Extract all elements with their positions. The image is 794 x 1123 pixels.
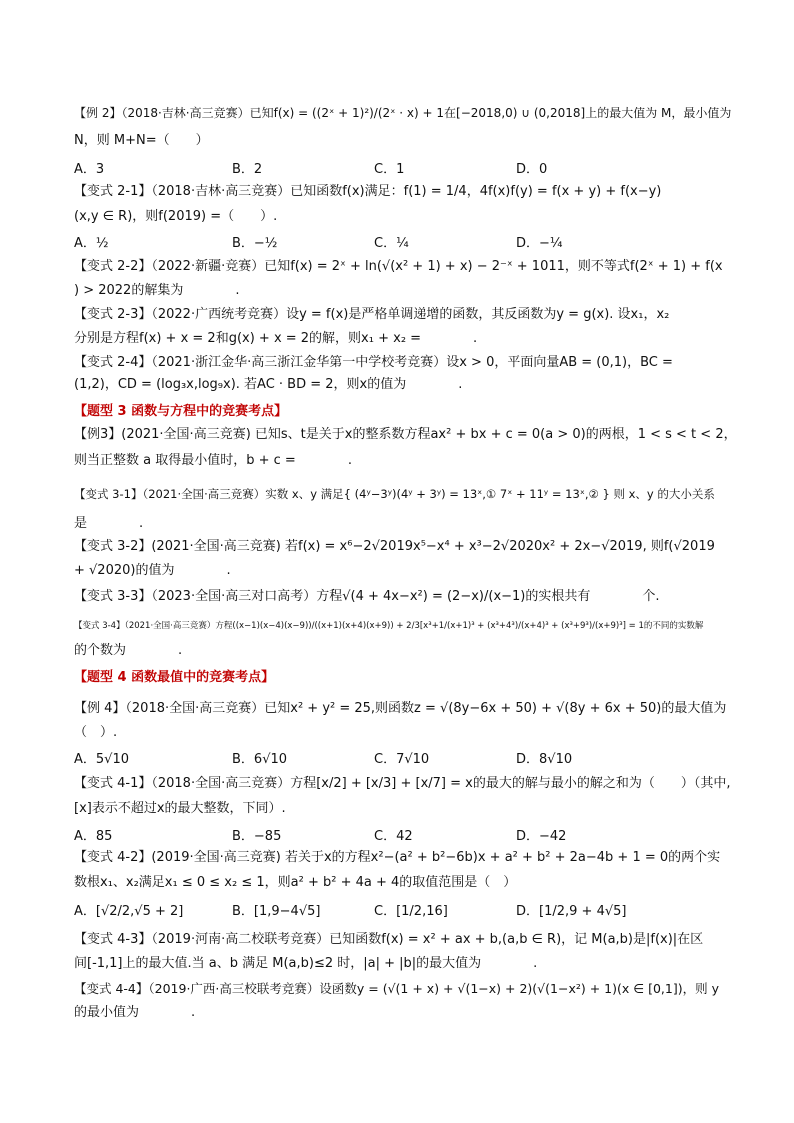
option-b: B．2 xyxy=(232,162,263,177)
option-c: C．¼ xyxy=(374,236,409,251)
variant-2-4-stem-cont: (1,2)，CD = (log₃x,log₉x). 若AC · BD = 2，则x的值为 . xyxy=(74,377,463,392)
variant-2-4-stem: 【变式 2-4】（2021·浙江金华·高三浙江金华第一中学校考竞赛）设x > 0，平面向量AB = (0,1)，BC = xyxy=(74,355,673,370)
option-b: B．−½ xyxy=(232,236,278,251)
example-4-stem: 【例 4】（2018·全国·高三竞赛）已知x² + y² = 25,则函数z = √(8y−6x + 50) + √(8y + 6x + 50)的最大值为 xyxy=(74,701,727,716)
variant-3-3-stem: 【变式 3-3】（2023·全国·高三对口高考）方程√(4 + 4x−x²) = (2−x)/(x−1)的实根共有 个. xyxy=(74,589,660,604)
variant-4-1-options xyxy=(74,825,734,845)
section-heading-4: 【题型 4 函数最值中的竞赛考点】 xyxy=(74,670,275,685)
variant-2-1-options xyxy=(74,232,734,252)
variant-4-3-stem-cont: 间[-1,1]上的最大值.当 a、b 满足 M(a,b)≤2 时，|a| + |b|的最大值为 . xyxy=(74,956,538,971)
option-c: C．1 xyxy=(374,162,405,177)
example-4-stem-cont: （ ）. xyxy=(74,725,118,740)
example-2-stem: 【例 2】（2018·吉林·高三竞赛）已知f(x) = ((2ˣ + 1)²)/(2ˣ · x) + 1在[−2018,0) ∪ (0,2018]上的最大值为 M，最小值为 xyxy=(74,106,732,120)
section-heading-3: 【题型 3 函数与方程中的竞赛考点】 xyxy=(74,404,288,419)
example-3-stem: 【例3】(2021·全国·高三竞赛) 已知s、t是关于x的整系数方程ax² + bx + c = 0(a > 0)的两根，1 < s < t < 2， xyxy=(74,427,737,442)
variant-4-2-stem-cont: 数根x₁、x₂满足x₁ ≤ 0 ≤ x₂ ≤ 1，则a² + b² + 4a + 4的取值范围是（ ） xyxy=(74,875,517,890)
option-b: B．[1,9−4√5] xyxy=(232,904,321,919)
variant-4-1-stem-cont: [x]表示不超过x的最大整数，下同）. xyxy=(74,801,286,816)
option-b: B．6√10 xyxy=(232,752,288,767)
option-d: D．[1/2,9 + 4√5] xyxy=(516,904,627,919)
variant-3-2-stem-cont: + √2020)的值为 . xyxy=(74,563,231,578)
option-d: D．−42 xyxy=(516,829,567,844)
variant-4-2-options xyxy=(74,900,734,920)
variant-3-1-stem-cont: 是 . xyxy=(74,516,144,531)
option-d: D．0 xyxy=(516,162,548,177)
example-2-options xyxy=(74,158,734,178)
option-d: D．8√10 xyxy=(516,752,573,767)
variant-3-2-stem: 【变式 3-2】(2021·全国·高三竞赛) 若f(x) = x⁶−2√2019x⁵−x⁴ + x³−2√2020x² + 2x−√2019, 则f(√2019 xyxy=(74,539,715,554)
option-a: A．3 xyxy=(74,162,105,177)
variant-4-4-stem: 【变式 4-4】（2019·广西·高三校联考竞赛）设函数y = (√(1 + x) + √(1−x) + 2)(√(1−x²) + 1)(x ∈ [0,1])，则 y xyxy=(74,981,719,996)
variant-4-4-stem-cont: 的最小值为 . xyxy=(74,1005,196,1020)
option-c: C．42 xyxy=(374,829,413,844)
variant-4-3-stem: 【变式 4-3】（2019·河南·高二校联考竞赛）已知函数f(x) = x² + ax + b,(a,b ∈ R)，记 M(a,b)是|f(x)|在区 xyxy=(74,932,704,947)
example-4-options xyxy=(74,748,734,768)
variant-3-4-stem: 【变式 3-4】（2021·全国·高三竞赛）方程((x−1)(x−4)(x−9))/((x+1)(x+4)(x+9)) + 2/3[x³+1/(x+1)³ + (x³+4³)/(x+4)³ + (x³+9³)/(x+9)³] = 1的不同的实数解 xyxy=(74,621,704,631)
option-a: A．½ xyxy=(74,236,109,251)
variant-2-3-stem: 【变式 2-3】（2022·广西统考竞赛）设y = f(x)是严格单调递增的函数，其反函数为y = g(x). 设x₁，x₂ xyxy=(74,307,670,322)
variant-4-2-stem: 【变式 4-2】(2019·全国·高三竞赛) 若关于x的方程x²−(a² + b²−6b)x + a² + b² + 2a−4b + 1 = 0的两个实 xyxy=(74,850,721,865)
option-b: B．−85 xyxy=(232,829,282,844)
variant-3-1-stem: 【变式 3-1】（2021·全国·高三竞赛）实数 x、y 满足{ (4ʸ−3ʸ)(4ʸ + 3ʸ) = 13ˣ,① 7ˣ + 11ʸ = 13ˣ,② } 则 x、y 的大小关系 xyxy=(74,487,715,501)
option-c: C．7√10 xyxy=(374,752,430,767)
variant-4-1-stem: 【变式 4-1】（2018·全国·高三竞赛）方程[x/2] + [x/3] + [x/7] = x的最大的解与最小的解之和为（ ）（其中, xyxy=(74,776,731,791)
option-a: A．[√2/2,√5 + 2] xyxy=(74,904,184,919)
example-3-stem-cont: 则当正整数 a 取得最小值时，b + c = . xyxy=(74,453,352,468)
option-a: A．5√10 xyxy=(74,752,129,767)
option-a: A．85 xyxy=(74,829,113,844)
variant-2-1-stem: 【变式 2-1】（2018·吉林·高三竞赛）已知函数f(x)满足：f(1) = 1/4，4f(x)f(y) = f(x + y) + f(x−y) xyxy=(74,184,662,199)
variant-2-2-stem-cont: ) > 2022的解集为 . xyxy=(74,283,240,298)
example-2-stem-cont: N，则 M+N=（ ） xyxy=(74,133,209,148)
variant-2-2-stem: 【变式 2-2】（2022·新疆·竞赛）已知f(x) = 2ˣ + ln(√(x² + 1) + x) − 2⁻ˣ + 1011，则不等式f(2ˣ + 1) + f(x xyxy=(74,259,723,274)
variant-2-1-stem-cont: (x,y ∈ R)，则f(2019) =（ ）. xyxy=(74,209,278,224)
option-c: C．[1/2,16] xyxy=(374,904,448,919)
variant-3-4-stem-cont: 的个数为 . xyxy=(74,643,183,658)
option-d: D．−¼ xyxy=(516,236,563,251)
variant-2-3-stem-cont: 分别是方程f(x) + x = 2和g(x) + x = 2的解，则x₁ + x₂ = . xyxy=(74,331,478,346)
